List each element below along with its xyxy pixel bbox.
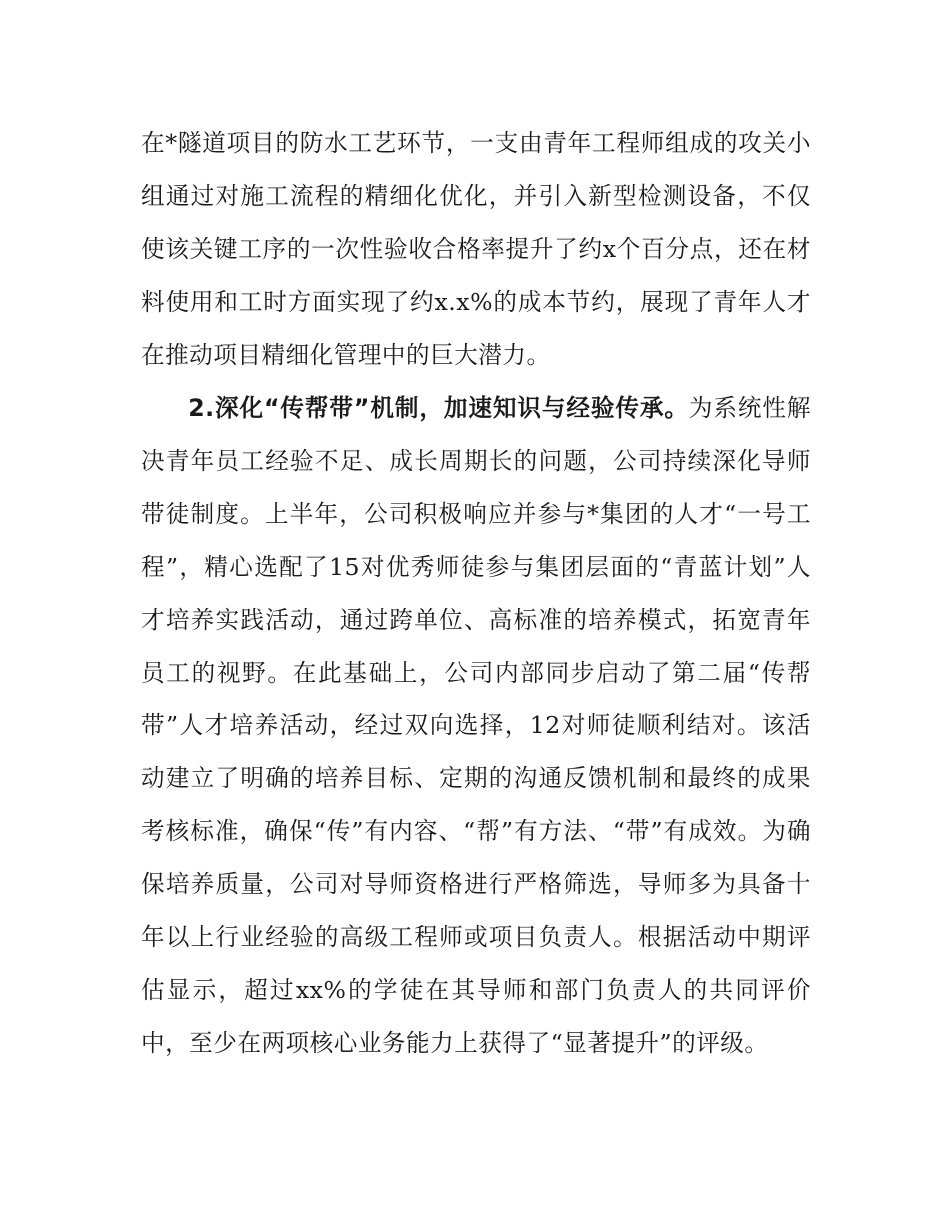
paragraph-mentorship: [141, 382, 811, 1070]
paragraph-waterproofing-result: 在*隧道项目的防水工艺环节，一支由青年工程师组成的攻关小组通过对施工流程的精细化优化，并引入新型检测设备，不仅使该关键工序的一次性验收合格率提升了约x个百分点，还在材料使用和工时方面实现了约x.x%的成本节约，展现了青年人才在推动项目精细化管理中的巨大潜力。: [141, 129, 811, 369]
section-body-mentorship: 为系统性解决青年员工经验不足、成长周期长的问题，公司持续深化导师带徒制度。上半年，公司积极响应并参与*集团的人才“一号工程”，精心选配了15对优秀师徒参与集团层面的“青蓝计划”人才培养实践活动，通过跨单位、高标准的培养模式，拓宽青年员工的视野。在此基础上，公司内部同步启动了第二届“传帮带”人才培养活动，经过双向选择，12对师徒顺利结对。该活动建立了明确的培养目标、定期的沟通反馈机制和最终的成果考核标准，确保“传”有内容、“帮”有方法、“带”有成效。为确保培养质量，公司对导师资格进行严格筛选，导师多为具备十年以上行业经验的高级工程师或项目负责人。根据活动中期评估显示，超过xx%的学徒在其导师和部门负责人的共同评价中，至少在两项核心业务能力上获得了“显著提升”的评级。: [141, 394, 812, 1057]
section-heading-mentorship: 2.深化“传帮带”机制，加速知识与经验传承。: [188, 394, 689, 422]
